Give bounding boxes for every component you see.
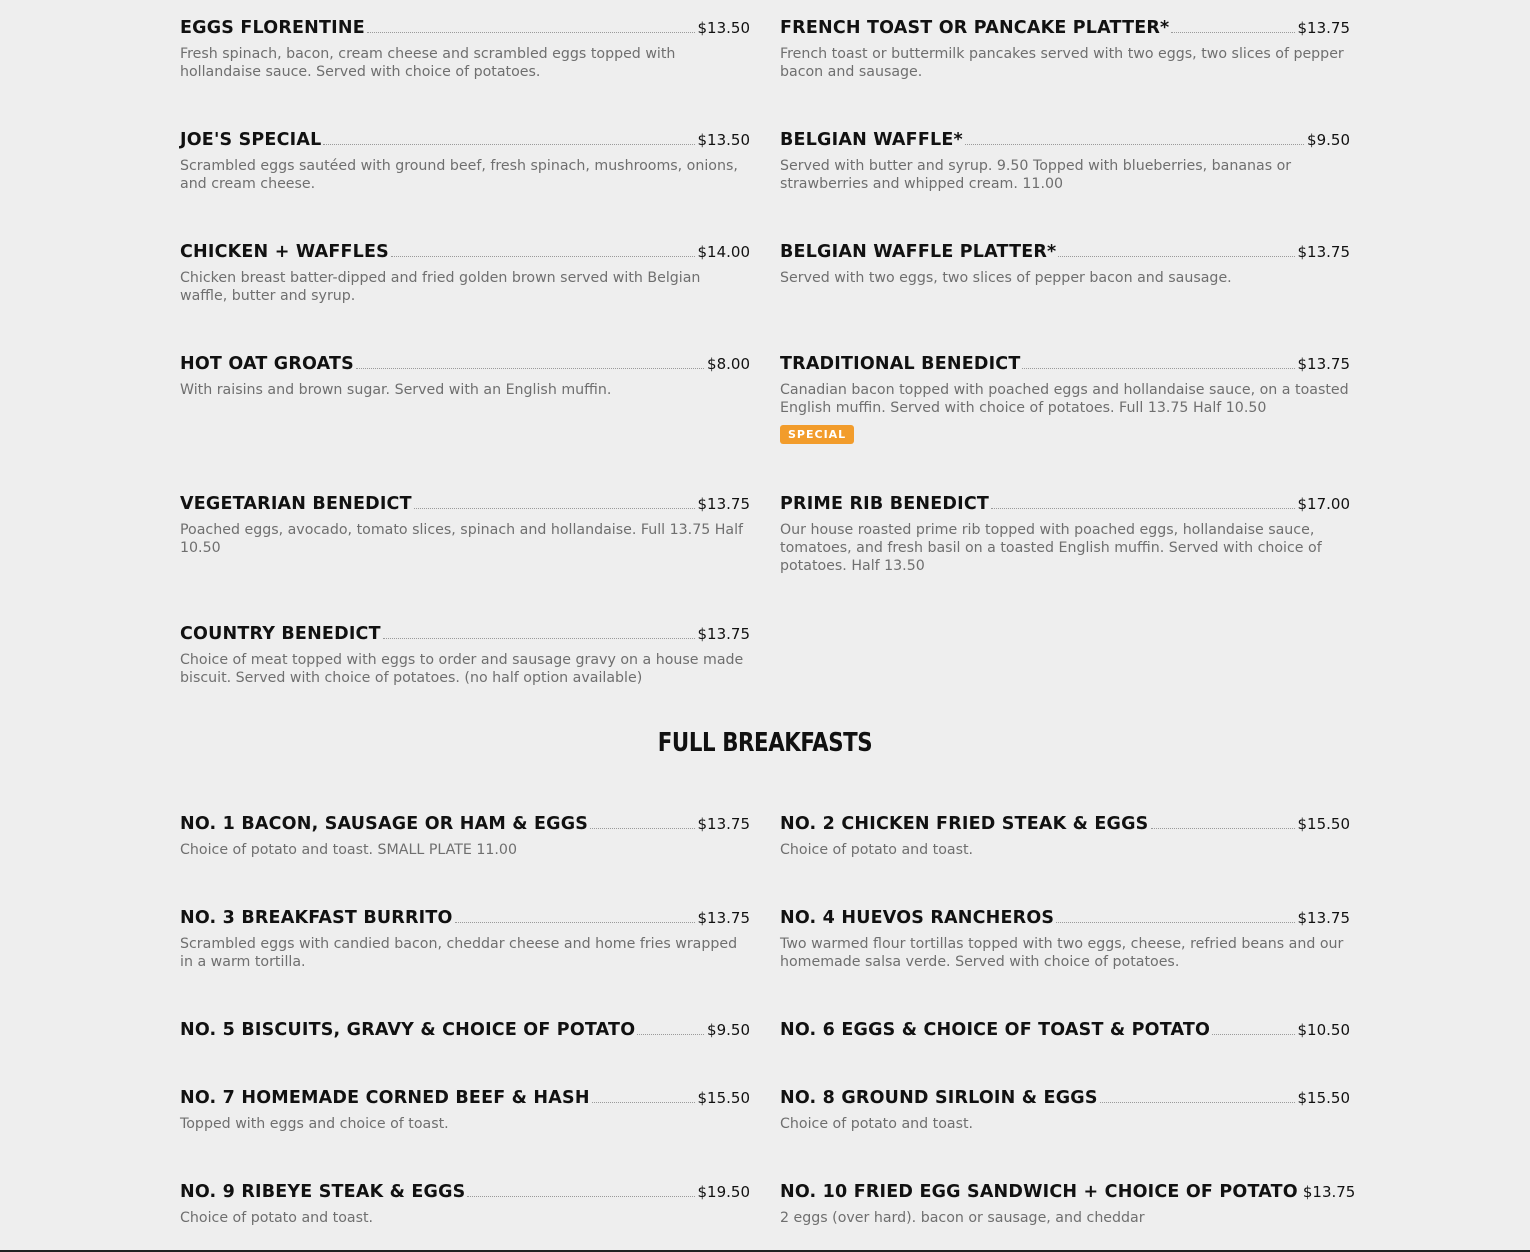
menu-item — [780, 905, 1350, 971]
item-description: Choice of potato and toast. — [780, 1116, 974, 1132]
item-price: $13.75 — [697, 909, 750, 927]
menu-item — [180, 127, 750, 193]
menu-item — [180, 905, 750, 971]
item-description: Fresh spinach, bacon, cream cheese and scrambled eggs topped with hollandaise sauce. Served with choice of potatoes. — [180, 46, 676, 80]
item-price: $13.50 — [697, 131, 750, 149]
menu-item — [180, 811, 750, 859]
dot-leader — [467, 1196, 694, 1197]
item-price: $13.50 — [697, 19, 750, 37]
menu-item — [780, 15, 1350, 81]
item-name: NO. 7 HOMEMADE CORNED BEEF & HASH — [180, 1088, 590, 1108]
menu-item — [780, 239, 1350, 287]
item-price: $10.50 — [1297, 1021, 1350, 1039]
menu-item — [780, 1017, 1350, 1041]
dot-leader — [592, 1102, 695, 1103]
item-price: $13.75 — [1297, 243, 1350, 261]
dot-leader — [590, 828, 694, 829]
dot-leader — [1022, 368, 1294, 369]
menu-item — [180, 1017, 750, 1041]
item-name: PRIME RIB BENEDICT — [780, 494, 990, 514]
item-price: $9.50 — [707, 1021, 750, 1039]
dot-leader — [323, 144, 694, 145]
item-name: JOE'S SPECIAL — [180, 130, 322, 150]
item-price: $13.75 — [1302, 1183, 1356, 1201]
item-name: NO. 2 CHICKEN FRIED STEAK & EGGS — [780, 814, 1149, 834]
item-name: NO. 9 RIBEYE STEAK & EGGS — [180, 1182, 466, 1202]
item-description: Choice of potato and toast. — [180, 1210, 374, 1226]
menu-item — [180, 239, 750, 305]
item-price: $8.00 — [707, 355, 750, 373]
item-description: Scrambled eggs with candied bacon, cheddar cheese and home fries wrapped in a warm tortilla. — [180, 936, 738, 970]
item-description: Our house roasted prime rib topped with poached eggs, hollandaise sauce, tomatoes, and fresh basil on a toasted English muffin. Served with choice of potatoes. Half 13.50 — [780, 522, 1322, 574]
item-description: Topped with eggs and choice of toast. — [180, 1116, 449, 1132]
item-description: Choice of meat topped with eggs to order and sausage gravy on a house made biscuit. Served with choice of potatoes. (no half option available) — [180, 652, 744, 686]
item-price: $13.75 — [697, 625, 750, 643]
item-name: EGGS FLORENTINE — [180, 18, 365, 38]
dot-leader — [1058, 256, 1294, 257]
item-description: 2 eggs (over hard). bacon or sausage, and cheddar — [780, 1210, 1145, 1226]
dot-leader — [1212, 1034, 1294, 1035]
item-name: NO. 3 BREAKFAST BURRITO — [180, 908, 453, 928]
item-name: BELGIAN WAFFLE PLATTER* — [780, 242, 1057, 262]
menu-item — [180, 491, 750, 557]
item-description: With raisins and brown sugar. Served with an English muffin. — [180, 382, 612, 398]
menu-item — [180, 621, 750, 687]
item-description: Served with two eggs, two slices of pepper bacon and sausage. — [780, 270, 1232, 286]
item-description: Two warmed flour tortillas topped with two eggs, cheese, refried beans and our homemade salsa verde. Served with choice of potatoes. — [780, 936, 1344, 970]
item-name: CHICKEN + WAFFLES — [180, 242, 389, 262]
item-description: Served with butter and syrup. 9.50 Topped with blueberries, bananas or strawberries and whipped cream. 11.00 — [780, 158, 1292, 192]
dot-leader — [1151, 828, 1295, 829]
item-price: $13.75 — [697, 495, 750, 513]
menu-item — [780, 351, 1350, 444]
item-name: FRENCH TOAST OR PANCAKE PLATTER* — [780, 18, 1170, 38]
item-name: NO. 5 BISCUITS, GRAVY & CHOICE OF POTATO — [180, 1020, 636, 1040]
menu-item — [180, 1085, 750, 1133]
item-name: NO. 6 EGGS & CHOICE OF TOAST & POTATO — [780, 1020, 1211, 1040]
menu-item — [180, 351, 750, 399]
item-price: $15.50 — [1297, 1089, 1350, 1107]
menu-item — [780, 491, 1350, 575]
item-description: Scrambled eggs sautéed with ground beef, fresh spinach, mushrooms, onions, and cream cheese. — [180, 158, 738, 192]
dot-leader — [455, 922, 695, 923]
dot-leader — [991, 508, 1294, 509]
item-description: Canadian bacon topped with poached eggs and hollandaise sauce, on a toasted English muffin. Served with choice of potatoes. Full 13.75 Half 10.50 — [780, 382, 1349, 416]
item-name: TRADITIONAL BENEDICT — [780, 354, 1021, 374]
item-name: NO. 1 BACON, SAUSAGE OR HAM & EGGS — [180, 814, 589, 834]
dot-leader — [1056, 922, 1294, 923]
dot-leader — [965, 144, 1304, 145]
menu-item — [780, 1179, 1356, 1227]
item-name: VEGETARIAN BENEDICT — [180, 494, 412, 514]
item-description: Poached eggs, avocado, tomato slices, spinach and hollandaise. Full 13.75 Half 10.50 — [180, 522, 744, 556]
item-price: $13.75 — [1297, 19, 1350, 37]
item-name: HOT OAT GROATS — [180, 354, 354, 374]
dot-leader — [414, 508, 695, 509]
item-price: $9.50 — [1307, 131, 1350, 149]
menu-item — [780, 811, 1350, 859]
item-name: COUNTRY BENEDICT — [180, 624, 381, 644]
item-name: NO. 10 FRIED EGG SANDWICH + CHOICE OF POTATO — [780, 1182, 1298, 1202]
dot-leader — [637, 1034, 704, 1035]
dot-leader — [367, 32, 695, 33]
item-name: NO. 4 HUEVOS RANCHEROS — [780, 908, 1055, 928]
item-description: Choice of potato and toast. SMALL PLATE 11.00 — [180, 842, 517, 858]
dot-leader — [1100, 1102, 1295, 1103]
item-price: $13.75 — [1297, 355, 1350, 373]
special-badge: SPECIAL — [780, 425, 854, 444]
dot-leader — [1171, 32, 1294, 33]
item-description: Choice of potato and toast. — [780, 842, 974, 858]
item-price: $19.50 — [697, 1183, 750, 1201]
item-description: French toast or buttermilk pancakes served with two eggs, two slices of pepper bacon and sausage. — [780, 46, 1344, 80]
item-name: NO. 8 GROUND SIRLOIN & EGGS — [780, 1088, 1098, 1108]
menu-item — [180, 1179, 750, 1227]
item-description: Chicken breast batter-dipped and fried golden brown served with Belgian waffle, butter and syrup. — [180, 270, 701, 304]
menu-item — [180, 15, 750, 81]
dot-leader — [356, 368, 704, 369]
item-price: $15.50 — [1297, 815, 1350, 833]
item-price: $13.75 — [697, 815, 750, 833]
item-price: $14.00 — [697, 243, 750, 261]
item-name: BELGIAN WAFFLE* — [780, 130, 963, 150]
section-title: FULL BREAKFASTS — [657, 728, 873, 758]
dot-leader — [391, 256, 695, 257]
menu-item — [780, 127, 1350, 193]
item-price: $13.75 — [1297, 909, 1350, 927]
item-price: $17.00 — [1297, 495, 1350, 513]
dot-leader — [383, 638, 695, 639]
item-price: $15.50 — [697, 1089, 750, 1107]
menu-item — [780, 1085, 1350, 1133]
